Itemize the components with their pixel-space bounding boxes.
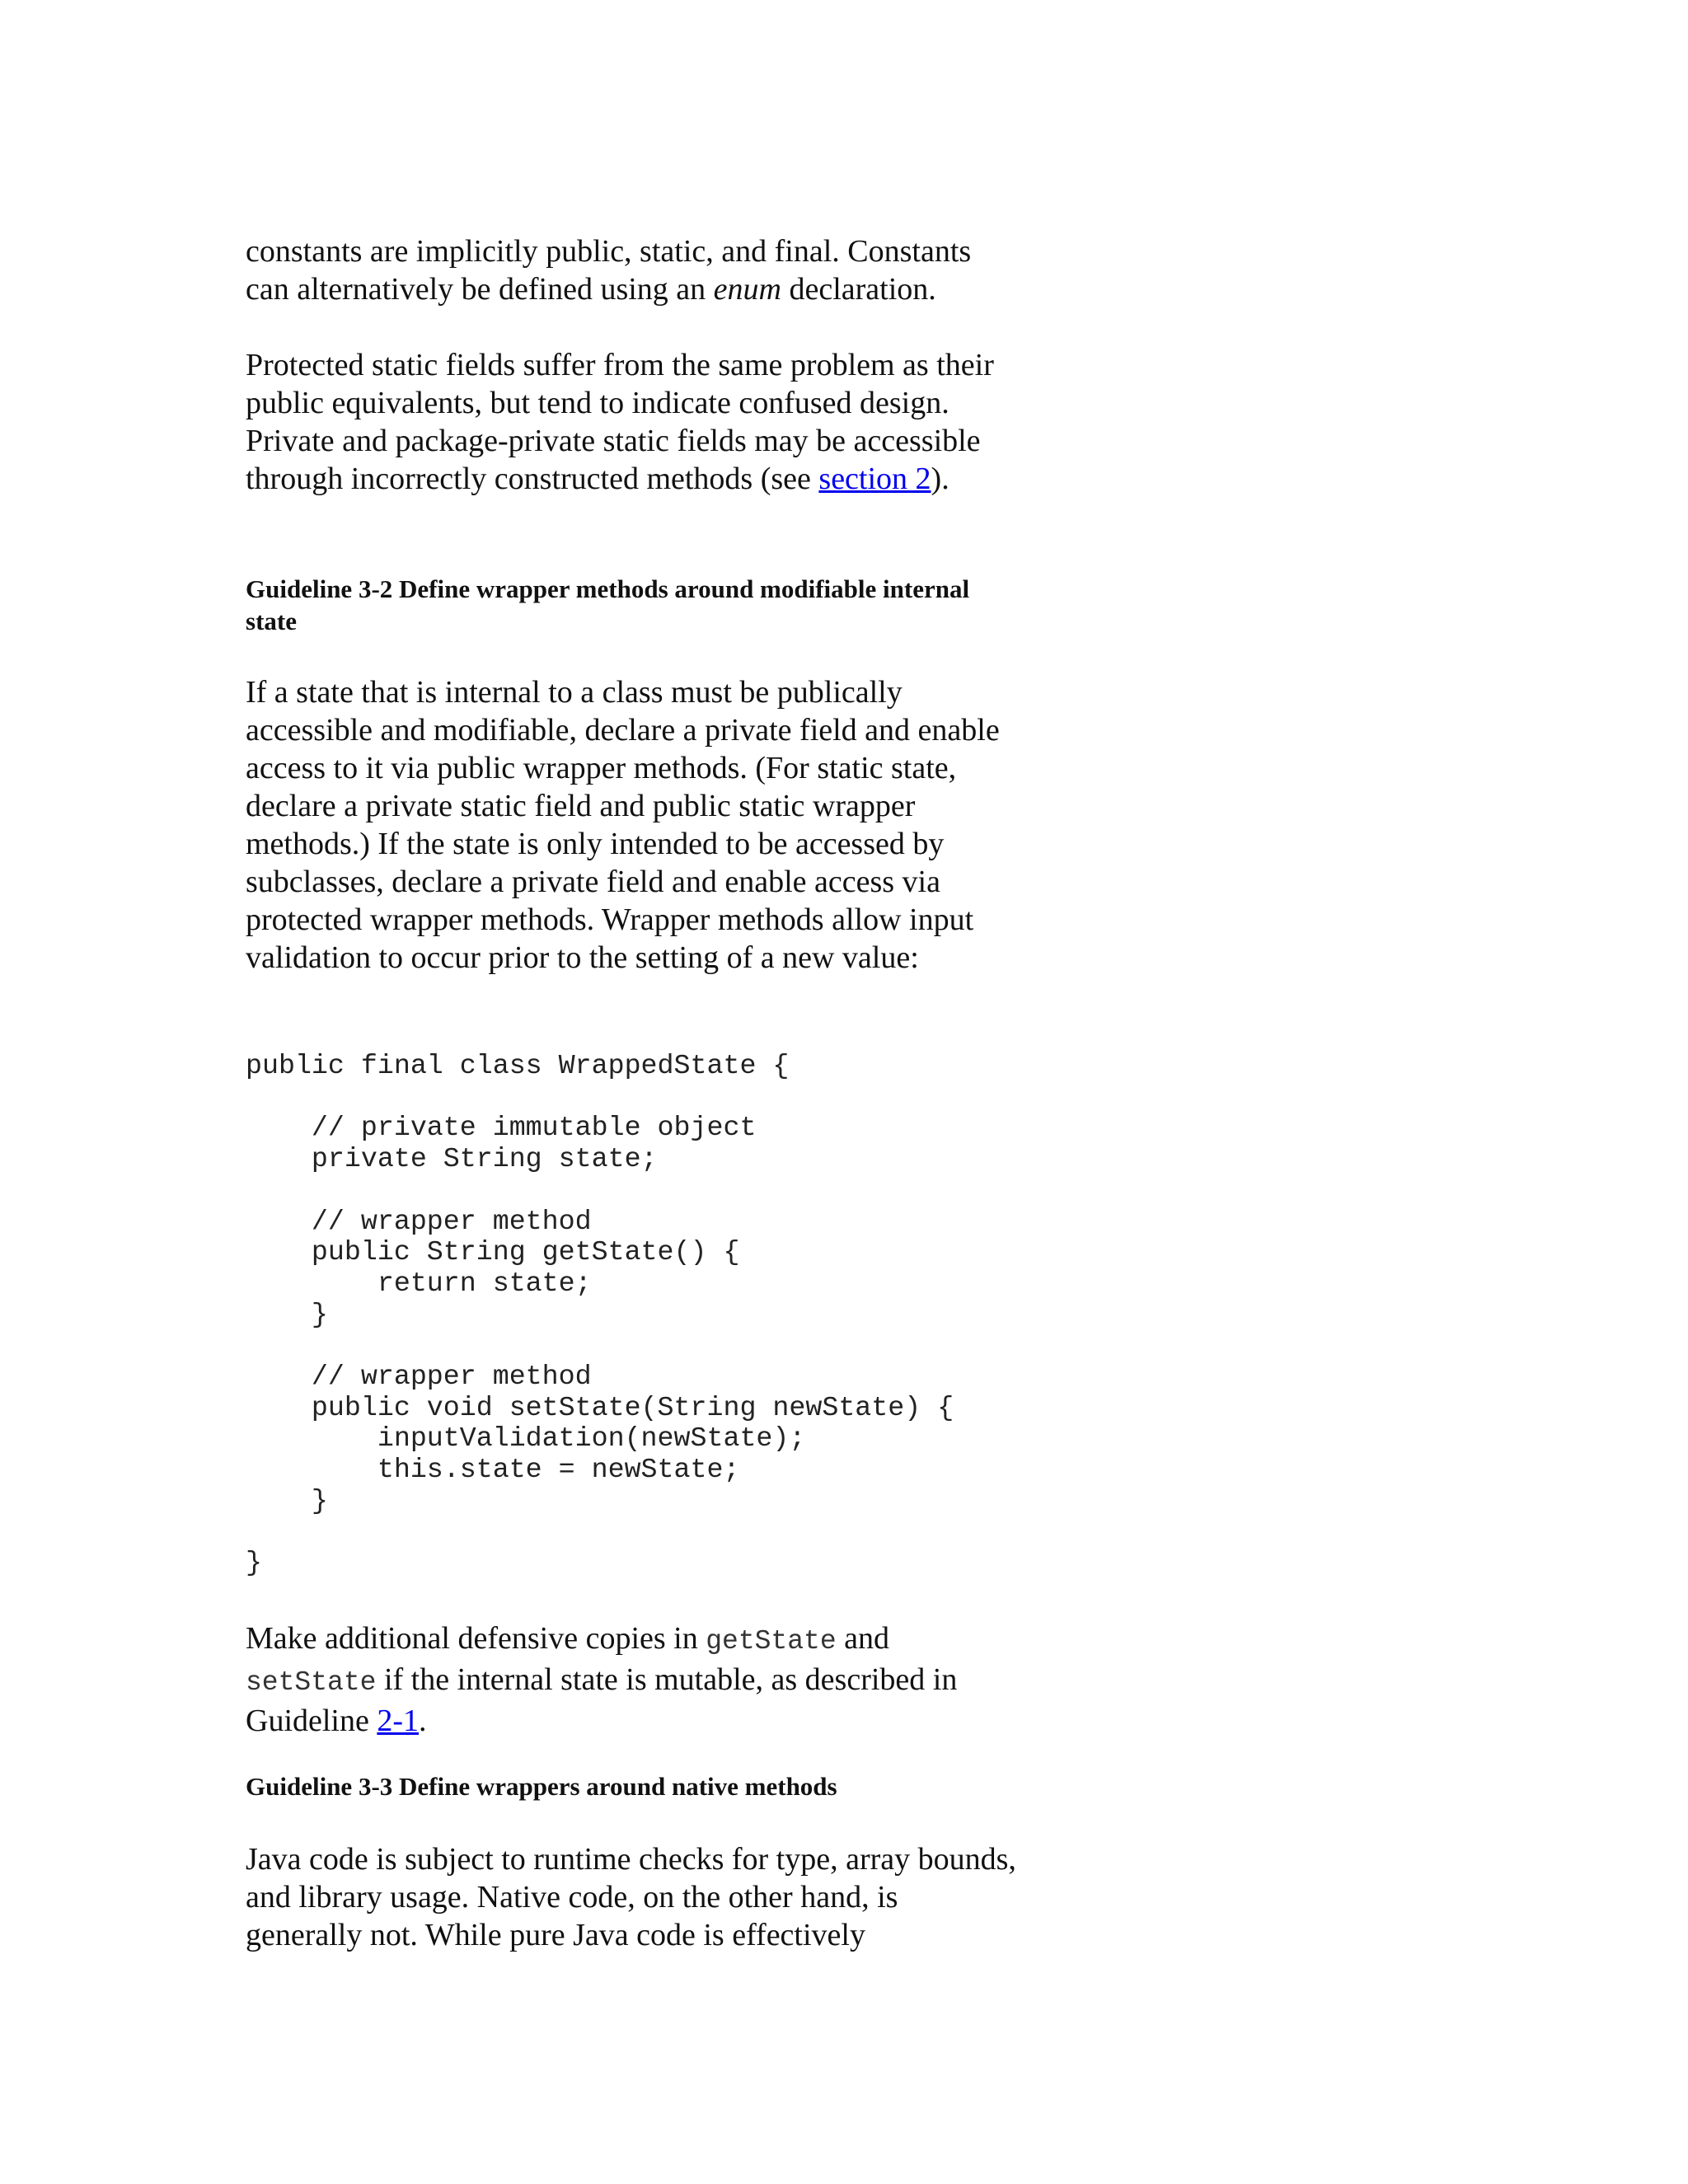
section-2-link[interactable]: section 2 (818, 462, 931, 496)
guideline-3-3-heading: Guideline 3-3 Define wrappers around native methods (246, 1772, 837, 1801)
guideline-3-2-heading: Guideline 3-2 Define wrapper methods around modifiable internal state (246, 574, 970, 635)
setstate-inline-code: setState (246, 1667, 377, 1698)
wrapped-state-code-block: public final class WrappedState { // private immutable object private String state; // wrapper method public String getState() { return state; } // wrapper method public void setState(String newState) { inputValidation(newState); this.state = newState; } } (246, 1050, 954, 1579)
paragraph-copies-text-4: . (419, 1704, 427, 1738)
paragraph-defensive-copies (246, 1619, 1020, 1740)
enum-emphasis: enum (713, 272, 781, 307)
paragraph-protected-text-before: Protected static fields suffer from the same problem as their public equivalents, but tend to indicate confused design. Private and package-private static fields may be accessible through incorrectly constructed methods (see (246, 348, 994, 496)
paragraph-copies-text-2: and (836, 1621, 890, 1656)
getstate-inline-code: getState (706, 1626, 837, 1657)
paragraph-protected-static-fields (246, 346, 1020, 498)
paragraph-copies-text-3: if the internal state is mutable, as described in Guideline (246, 1662, 958, 1738)
paragraph-constants-text-before: constants are implicitly public, static, and final. Constants can alternatively be defined using an (246, 234, 972, 307)
guideline-3-2-paragraph: If a state that is internal to a class must be publically accessible and modifiable, declare a private field and enable access to it via public wrapper methods. (For static state, declare a private static field and public static wrapper methods.) If the state is only intended to be accessed by subclasses, declare a private field and enable access via protected wrapper methods. Wrapper methods allow input validation to occur prior to the setting of a new value: (246, 675, 1000, 975)
paragraph-constants-text-after: declaration. (781, 272, 936, 307)
guideline-3-3-paragraph: Java code is subject to runtime checks for type, array bounds, and library usage. Native code, on the other hand, is generally not. While pure Java code is effectively (246, 1842, 1016, 1952)
guideline-2-1-link[interactable]: 2-1 (377, 1704, 420, 1738)
paragraph-constants (246, 232, 1020, 308)
paragraph-copies-text-1: Make additional defensive copies in (246, 1621, 706, 1656)
paragraph-protected-text-after: ). (931, 462, 950, 496)
